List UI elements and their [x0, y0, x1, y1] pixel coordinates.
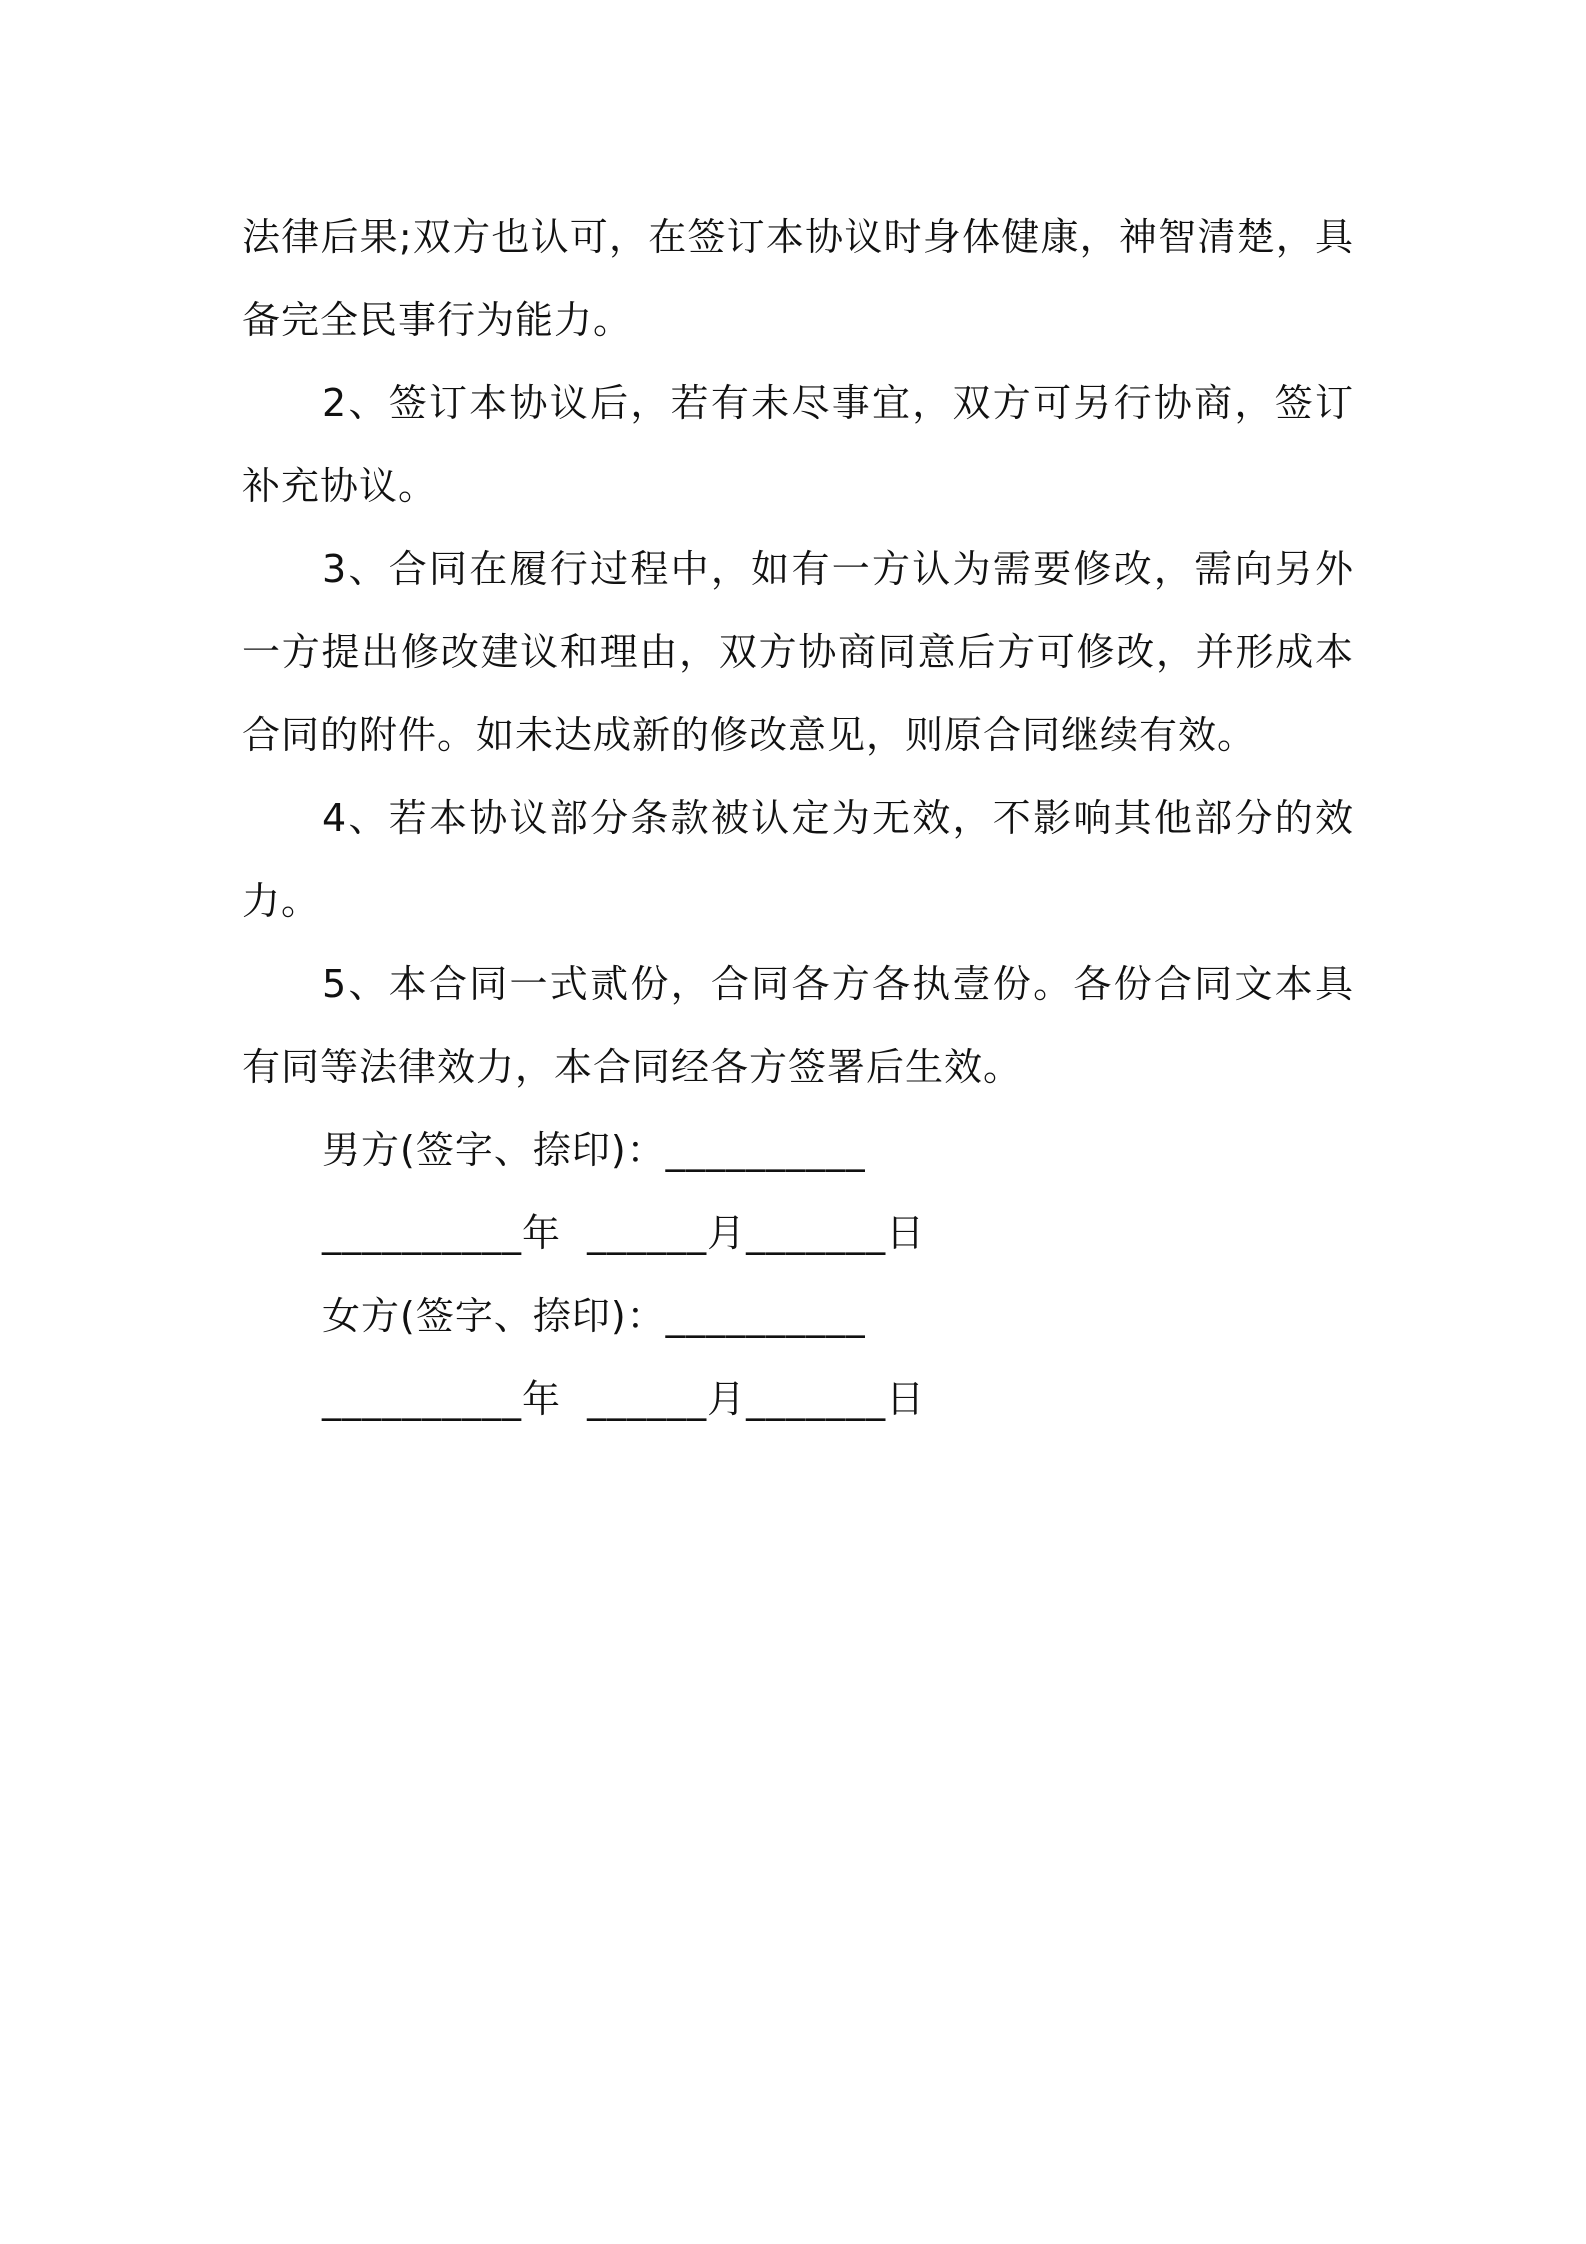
- female-date-line: __________年 ______月_______日: [322, 1377, 926, 1421]
- paragraph-clause-3: 3、合同在履行过程中，如有一方认为需要修改，需向另外一方提出修改建议和理由，双方协商同意后方可修改，并形成本合同的附件。如未达成新的修改意见，则原合同继续有效。: [242, 547, 1354, 757]
- paragraph-clause-4: 4、若本协议部分条款被认定为无效，不影响其他部分的效力。: [242, 796, 1354, 923]
- paragraph-legal-consequences: 法律后果;双方也认可，在签订本协议时身体健康，神智清楚，具备完全民事行为能力。: [242, 215, 1354, 342]
- male-signature-line: 男方(签字、捺印)：__________: [322, 1128, 866, 1172]
- female-signature-line: 女方(签字、捺印)：__________: [322, 1294, 866, 1338]
- document-body: [242, 196, 1354, 1441]
- paragraph-clause-5: 5、本合同一式贰份，合同各方各执壹份。各份合同文本具有同等法律效力，本合同经各方签署后生效。: [242, 962, 1354, 1089]
- male-date-line: __________年 ______月_______日: [322, 1211, 926, 1255]
- paragraph-clause-2: 2、签订本协议后，若有未尽事宜，双方可另行协商，签订补充协议。: [242, 381, 1354, 508]
